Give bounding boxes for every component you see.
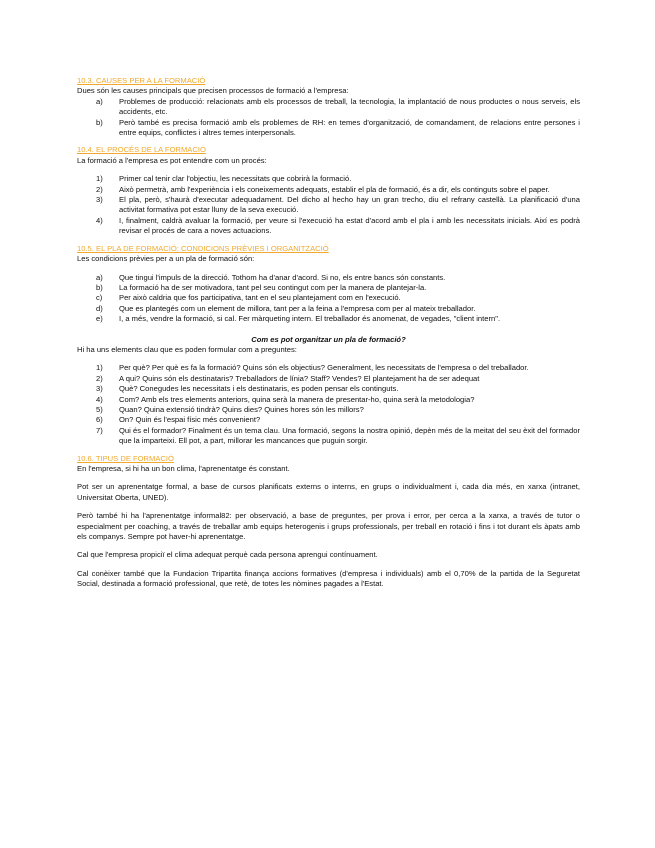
heading-10-5: 10.5. EL PLA DE FORMACIÓ: CONDICIONS PRÈVIES I ORGANITZACIÓ — [77, 243, 329, 253]
process-list — [77, 174, 580, 236]
list-item — [77, 293, 580, 303]
paragraph: Cal que l'empresa propiciï el clima adequat perquè cada persona aprengui contínuament. — [77, 550, 378, 560]
list-marker: 2) — [96, 184, 103, 194]
list-item — [77, 97, 580, 118]
list-text: Com? Amb els tres elements anteriors, quina serà la manera de presentar-ho, quina serà la metodologia? — [119, 394, 475, 404]
heading-10-6: 10.6. TIPUS DE FORMACIÓ — [77, 453, 174, 463]
list-item — [77, 185, 580, 195]
list-marker: a) — [96, 96, 103, 106]
list-item — [77, 363, 580, 373]
heading-10-4: 10.4. EL PROCÉS DE LA FORMACIÓ — [77, 145, 206, 155]
list-text: On? Quin és l'espai físic més convenient? — [119, 415, 261, 425]
intro-10-3: Dues són les causes principals que precisen processos de formació a l'empresa: — [77, 86, 349, 96]
list-marker: 1) — [96, 363, 103, 373]
list-item — [77, 384, 580, 394]
list-item — [77, 195, 580, 216]
list-marker: 3) — [96, 384, 103, 394]
list-text: Qui és el formador? Finalment és un tema clau. Una formació, segons la nostra opinió, depèn més de la meitat del seu èxit del formador que la imparteixi. Ell pot, a part, millorar les mancances que puguin sorgir. — [119, 425, 580, 446]
paragraph: Però també hi ha l'aprenentatge informal82: per observació, a base de preguntes, per prova i error, per cerca a la xarxa, a través de tutor o especialment per coaching, a través de treballar amb equips heterogenis i grups professionals, per treball en rotació i fins i tot durant els àpats amb els companys. Sempre pot haver-hi aprenentatge. — [77, 511, 580, 542]
list-marker: 1) — [96, 174, 103, 184]
intro-10-4: La formació a l'empresa es pot entendre com un procés: — [77, 155, 267, 165]
list-text: El pla, però, s'haurà d'executar adequadament. Del dicho al hecho hay un gran trecho, diu el refrany castellà. La planificació d'una activitat formativa pot estar lluny de la seva execució. — [119, 195, 580, 215]
list-item — [77, 426, 580, 447]
list-text: A qui? Quins són els destinataris? Treballadors de línia? Staff? Vendes? El plantejament ha de ser adequat — [119, 373, 480, 383]
list-marker: e) — [96, 314, 103, 324]
intro-10-5: Les condicions prèvies per a un pla de formació són: — [77, 254, 255, 264]
list-marker: c) — [96, 293, 103, 303]
document-page — [77, 76, 580, 590]
list-text: Primer cal tenir clar l'objectiu, les necessitats que cobrirà la formació. — [119, 174, 352, 184]
list-item — [77, 216, 580, 237]
list-marker: a) — [96, 272, 103, 282]
list-marker: 4) — [96, 394, 103, 404]
heading-10-3: 10.3. CAUSES PER A LA FORMACIÓ — [77, 76, 206, 85]
list-marker: 6) — [96, 415, 103, 425]
list-text: I, finalment, caldrà avaluar la formació, per veure si l'execució ha estat d'acord amb el pla i amb les necessitats inicials. Així es podrà revisar el procés de cara a noves actuacions. — [119, 215, 580, 236]
list-item — [77, 415, 580, 425]
subtitle-organize-plan: Com es pot organitzar un pla de formació? — [251, 334, 406, 344]
list-text: Això permetrà, amb l'experiència i els coneixements adequats, establir el pla de formació, és a dir, els continguts sobre el paper. — [119, 184, 550, 194]
list-item — [77, 174, 580, 184]
list-text: I, a més, vendre la formació, si cal. Fer màrqueting intern. El treballador és anomenat, de vegades, "client intern". — [119, 314, 501, 324]
list-marker: d) — [96, 303, 103, 313]
list-item — [77, 118, 580, 139]
paragraph: En l'empresa, si hi ha un bon clima, l'aprenentatge és constant. — [77, 464, 290, 473]
list-text: Quan? Quina extensió tindrà? Quins dies? Quines hores són les millors? — [119, 404, 364, 414]
list-marker: b) — [96, 117, 103, 127]
causes-list — [77, 97, 580, 139]
paragraph: Pot ser un aprenentatge formal, a base de cursos planificats externs o interns, en grups o individualment i, cada dia més, en xarxa (intranet, Universitat Oberta, UNED). — [77, 482, 580, 502]
list-marker: b) — [96, 282, 103, 292]
list-item — [77, 405, 580, 415]
list-item — [77, 395, 580, 405]
list-text: Que tingui l'impuls de la direcció. Tothom ha d'anar d'acord. Si no, els entre bancs són constants. — [119, 272, 446, 282]
conditions-list — [77, 273, 580, 325]
list-text: Però també es precisa formació amb els problemes de RH: en temes d'organització, de comandament, de relacions entre persones i entre equips, conflictes i altres temes interpersonals. — [119, 117, 580, 138]
list-text: La formació ha de ser motivadora, tant pel seu contingut com per la manera de plantejar-la. — [119, 282, 427, 292]
list-marker: 2) — [96, 373, 103, 383]
list-marker: 3) — [96, 195, 103, 205]
list-item — [77, 273, 580, 283]
list-text: Què? Conegudes les necessitats i els destinataris, es poden pensar els continguts. — [119, 384, 399, 394]
list-text: Per això caldria que fos participativa, tant en el seu plantejament com en l'execució. — [119, 293, 401, 303]
paragraph: Cal conèixer també que la Fundacion Tripartita finança accions formatives (d'empresa i individuals) amb el 0,70% de la partida de la Seguretat Social, destinada a formació professional, que retè, de totes les nòmines pagades a l'Estat. — [77, 568, 580, 589]
list-marker: 7) — [96, 425, 103, 435]
list-text: Problemes de producció: relacionats amb els processos de treball, la tecnologia, la implantació de nous productes o nous serveis, els accidents, etc. — [119, 96, 580, 117]
list-marker: 4) — [96, 215, 103, 225]
intro-questions: Hi ha uns elements clau que es poden formular com a preguntes: — [77, 344, 297, 354]
list-item — [77, 304, 580, 314]
list-marker: 5) — [96, 404, 103, 414]
list-text: Que es plantegés com un element de millora, tant per a la feina a l'empresa com per al mateix treballador. — [119, 303, 476, 313]
list-item — [77, 374, 580, 384]
list-text: Per què? Per què es fa la formació? Quins són els objectius? Generalment, les necessitats de l'empresa o del treballador. — [119, 363, 529, 373]
questions-list — [77, 363, 580, 446]
list-item — [77, 283, 580, 293]
list-item — [77, 314, 580, 324]
